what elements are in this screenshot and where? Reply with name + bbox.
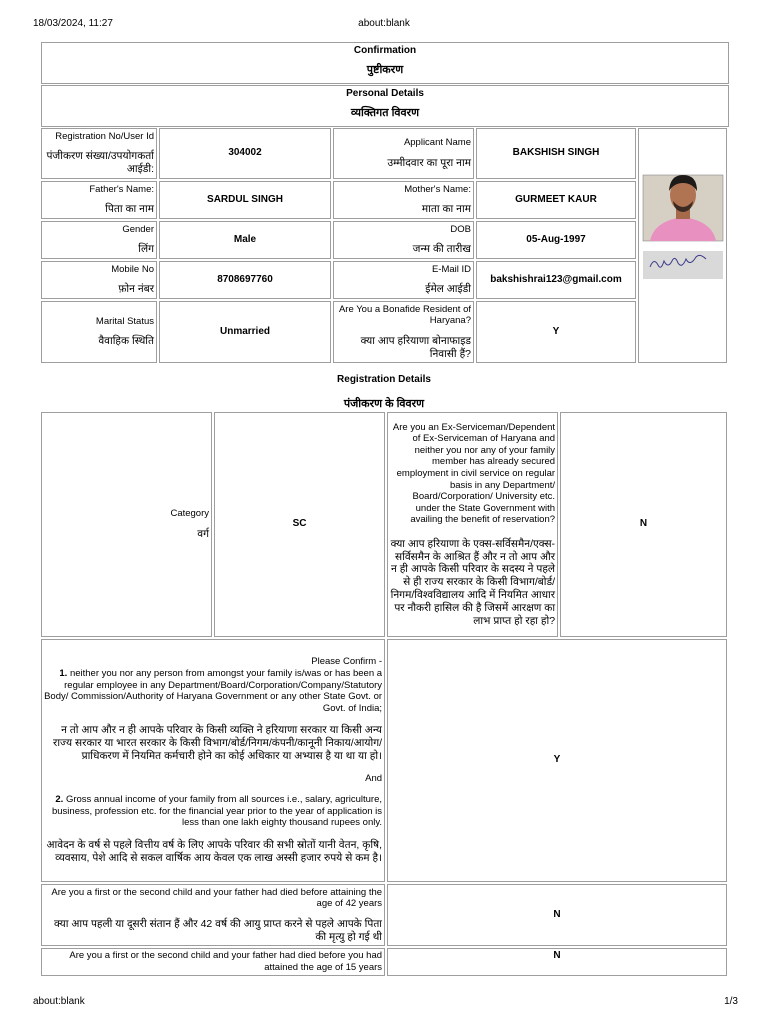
confirm-declaration [41,639,385,882]
father-name-label: Father's Name: पिता का नाम [41,181,157,219]
confirm-p2-number: 2. [55,794,64,806]
confirm-and: And [365,772,383,784]
confirm-p1-en: neither you nor any person from amongst your family is/was or has been a regular employee in any Department/Board/Corporation/Company/Statutory Body/ Commission/Authority of Haryana Government or any other State Govt. or Govt. of India; [44,667,383,714]
gender-label: Gender लिंग [41,221,157,259]
child-42-value: N [387,884,727,946]
mother-name-label: Mother's Name: माता का नाम [333,181,474,219]
marital-status-value: Unmarried [159,301,331,363]
marital-status-label: Marital Status वैवाहिक स्थिति [41,301,157,363]
email-value: bakshishrai123@gmail.com [476,261,636,299]
confirm-p2-en: Gross annual income of your family from all sources i.e., salary, agriculture, business, profession etc. for the financial year prior to the year of application is less than one lakh eighty thousand rupees only. [51,794,383,829]
confirm-p2-hi: आवेदन के वर्ष से पहले वित्तीय वर्ष के लिए आपके परिवार की सभी स्रोतों यानी वेतन, कृषि, व्यवसाय, पेशे आदि से सकल वार्षिक आय केवल एक लाख अस्सी हजार रुपये से कम है। [46,839,383,864]
registration-details-title-en: Registration Details [337,374,431,385]
confirm-value: Y [387,639,727,882]
personal-details-title-en: Personal Details [346,88,424,99]
confirmation-title-en: Confirmation [353,45,417,56]
gender-value: Male [159,221,331,259]
mother-name-value: GURMEET KAUR [476,181,636,219]
confirm-p1-hi: न तो आप और न ही आपके परिवार के किसी व्यक्ति ने हरियाणा सरकार या किसी अन्य राज्य सरकार या भारत सरकार के किसी विभाग/बोर्ड/निगम/कंपनी/कानूनी निकाय/आयोग/प्राधिकरण में नियमित कर्मचारी होने का कोई अधिकार या अभ्यास है या था या हो। [53,724,383,762]
child-42-question: Are you a first or the second child and your father had died before attaining the age of 42 years क्या आप पहली या दूसरी संतान हैं और 42 वर्ष की आयु प्राप्त करने से पहले आपके पिता की मृत्यु हो गई थी [41,884,385,946]
personal-details-title-hi: व्यक्तिगत विवरण [350,107,420,119]
print-footer [0,996,768,1010]
print-footer-url: about:blank [33,996,85,1007]
bonafide-value: Y [476,301,636,363]
mobile-value: 8708697760 [159,261,331,299]
registration-no-label: Registration No/User Id पंजीकरण संख्या/उपयोगकर्ता आईडी: [41,128,157,179]
personal-details-header [41,85,729,127]
print-header [0,18,768,32]
registration-details-table [39,410,729,978]
category-label: Category वर्ग [41,412,212,637]
applicant-name-value: BAKSHISH SINGH [476,128,636,179]
ex-serviceman-value: N [560,412,727,637]
print-datetime: 18/03/2024, 11:27 [33,18,113,29]
ex-serviceman-question: Are you an Ex-Serviceman/Dependent of Ex-Serviceman of Haryana and neither you nor any of your family member has already secured employment in civil service on regular basis in any Department/ Board/Corporation/ University etc. under the State Government with availing the benefit of reservation? क्या आप हरियाणा के एक्स-सर्विसमैन/एक्स-सर्विसमैन के आश्रित हैं और न तो आप और न ही आपके किसी परिवार के सदस्य ने पहले से ही राज्य सरकार के किसी विभाग/बोर्ड/निगम/विश्वविद्यालय आदि में नियमित आधार पर नौकरी हासिल की है जिसमें आरक्षण का लाभ प्राप्त हो रहा हो? [387,412,558,637]
email-label: E-Mail ID ईमेल आईडी [333,261,474,299]
personal-details-table [39,126,729,365]
confirm-title: Please Confirm - [311,656,383,668]
dob-value: 05-Aug-1997 [476,221,636,259]
print-title: about:blank [358,18,410,29]
print-page-number: 1/3 [724,996,738,1007]
father-name-value: SARDUL SINGH [159,181,331,219]
confirmation-title-hi: पुष्टीकरण [366,64,404,76]
child-15-value: N [387,948,727,976]
applicant-name-label: Applicant Name उम्मीदवार का पूरा नाम [333,128,474,179]
dob-label: DOB जन्म की तारीख [333,221,474,259]
category-value: SC [214,412,385,637]
confirm-p1-number: 1. [59,667,68,679]
registration-no-value: 304002 [159,128,331,179]
bonafide-label: Are You a Bonafide Resident of Haryana? क्या आप हरियाणा बोनाफाइड निवासी हैं? [333,301,474,363]
child-15-question: Are you a first or the second child and your father had died before you had attained the age of 15 years [41,948,385,976]
applicant-photo [642,131,724,281]
photo-signature-cell [638,128,727,363]
registration-details-title-hi: पंजीकरण के विवरण [343,398,425,410]
mobile-label: Mobile No फ़ोन नंबर [41,261,157,299]
confirmation-header [41,42,729,84]
